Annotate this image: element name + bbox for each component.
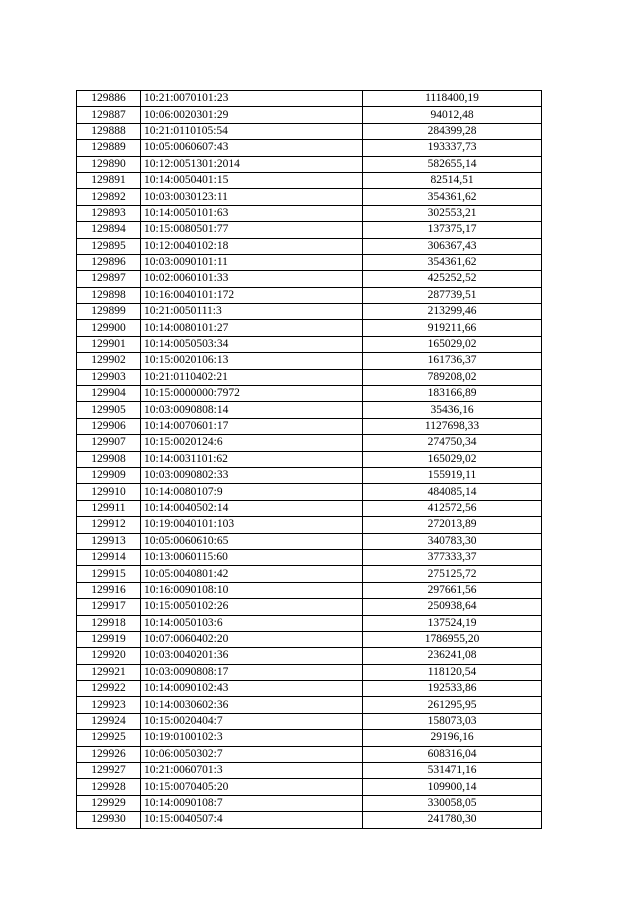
row-number-cell: 129904 — [77, 386, 141, 402]
cadastral-number-cell: 10:15:0040507:4 — [141, 812, 363, 828]
row-number-cell: 129894 — [77, 222, 141, 238]
cadastral-number-cell: 10:05:0060607:43 — [141, 140, 363, 156]
table-row — [77, 812, 542, 828]
table-row — [77, 107, 542, 123]
value-cell: 354361,62 — [363, 189, 542, 205]
cadastral-number-cell: 10:15:0020124:6 — [141, 435, 363, 451]
row-number-cell: 129888 — [77, 123, 141, 139]
table-row — [77, 336, 542, 352]
table-row — [77, 205, 542, 221]
cadastral-number-cell: 10:14:0031101:62 — [141, 451, 363, 467]
cadastral-number-cell: 10:03:0090808:17 — [141, 664, 363, 680]
row-number-cell: 129919 — [77, 631, 141, 647]
table-row — [77, 664, 542, 680]
table-row — [77, 681, 542, 697]
value-cell: 241780,30 — [363, 812, 542, 828]
table-body — [77, 91, 542, 829]
table-row — [77, 156, 542, 172]
table-row — [77, 599, 542, 615]
value-cell: 274750,34 — [363, 435, 542, 451]
value-cell: 1127698,33 — [363, 418, 542, 434]
row-number-cell: 129922 — [77, 681, 141, 697]
value-cell: 165029,02 — [363, 451, 542, 467]
row-number-cell: 129896 — [77, 254, 141, 270]
cadastral-number-cell: 10:15:0000000:7972 — [141, 386, 363, 402]
table-row — [77, 713, 542, 729]
value-cell: 192533,86 — [363, 681, 542, 697]
table-row — [77, 271, 542, 287]
table-row — [77, 238, 542, 254]
value-cell: 306367,43 — [363, 238, 542, 254]
value-cell: 193337,73 — [363, 140, 542, 156]
table-row — [77, 582, 542, 598]
row-number-cell: 129926 — [77, 746, 141, 762]
value-cell: 213299,46 — [363, 304, 542, 320]
cadastral-number-cell: 10:21:0070101:23 — [141, 91, 363, 107]
table-row — [77, 254, 542, 270]
table-row — [77, 533, 542, 549]
row-number-cell: 129890 — [77, 156, 141, 172]
table-row — [77, 795, 542, 811]
value-cell: 94012,48 — [363, 107, 542, 123]
row-number-cell: 129906 — [77, 418, 141, 434]
table-row — [77, 697, 542, 713]
row-number-cell: 129917 — [77, 599, 141, 615]
row-number-cell: 129897 — [77, 271, 141, 287]
value-cell: 1118400,19 — [363, 91, 542, 107]
table-row — [77, 517, 542, 533]
cadastral-number-cell: 10:21:0050111:3 — [141, 304, 363, 320]
table-row — [77, 566, 542, 582]
value-cell: 919211,66 — [363, 320, 542, 336]
row-number-cell: 129905 — [77, 402, 141, 418]
row-number-cell: 129901 — [77, 336, 141, 352]
table-row — [77, 418, 542, 434]
cadastral-number-cell: 10:15:0050102:26 — [141, 599, 363, 615]
row-number-cell: 129908 — [77, 451, 141, 467]
value-cell: 297661,56 — [363, 582, 542, 598]
cadastral-number-cell: 10:03:0030123:11 — [141, 189, 363, 205]
table-row — [77, 648, 542, 664]
table-row — [77, 779, 542, 795]
cadastral-number-cell: 10:21:0060701:3 — [141, 763, 363, 779]
value-cell: 261295,95 — [363, 697, 542, 713]
value-cell: 35436,16 — [363, 402, 542, 418]
value-cell: 412572,56 — [363, 500, 542, 516]
cadastral-number-cell: 10:15:0080501:77 — [141, 222, 363, 238]
row-number-cell: 129916 — [77, 582, 141, 598]
table-row — [77, 631, 542, 647]
value-cell: 425252,52 — [363, 271, 542, 287]
cadastral-number-cell: 10:21:0110105:54 — [141, 123, 363, 139]
cadastral-number-cell: 10:13:0060115:60 — [141, 549, 363, 565]
cadastral-number-cell: 10:16:0090108:10 — [141, 582, 363, 598]
row-number-cell: 129909 — [77, 467, 141, 483]
table-row — [77, 402, 542, 418]
value-cell: 137375,17 — [363, 222, 542, 238]
value-cell: 82514,51 — [363, 172, 542, 188]
value-cell: 165029,02 — [363, 336, 542, 352]
row-number-cell: 129895 — [77, 238, 141, 254]
cadastral-number-cell: 10:14:0050503:34 — [141, 336, 363, 352]
row-number-cell: 129910 — [77, 484, 141, 500]
cadastral-number-cell: 10:14:0030602:36 — [141, 697, 363, 713]
table-row — [77, 222, 542, 238]
row-number-cell: 129927 — [77, 763, 141, 779]
cadastral-number-cell: 10:14:0050401:15 — [141, 172, 363, 188]
row-number-cell: 129903 — [77, 369, 141, 385]
value-cell: 484085,14 — [363, 484, 542, 500]
value-cell: 272013,89 — [363, 517, 542, 533]
row-number-cell: 129907 — [77, 435, 141, 451]
value-cell: 137524,19 — [363, 615, 542, 631]
cadastral-number-cell: 10:03:0040201:36 — [141, 648, 363, 664]
value-cell: 354361,62 — [363, 254, 542, 270]
cadastral-number-cell: 10:06:0020301:29 — [141, 107, 363, 123]
cadastral-number-cell: 10:02:0060101:33 — [141, 271, 363, 287]
cadastral-number-cell: 10:14:0090102:43 — [141, 681, 363, 697]
table-row — [77, 451, 542, 467]
row-number-cell: 129924 — [77, 713, 141, 729]
cadastral-number-cell: 10:12:0051301:2014 — [141, 156, 363, 172]
row-number-cell: 129887 — [77, 107, 141, 123]
table-row — [77, 484, 542, 500]
row-number-cell: 129902 — [77, 353, 141, 369]
row-number-cell: 129899 — [77, 304, 141, 320]
cadastral-number-cell: 10:14:0040502:14 — [141, 500, 363, 516]
value-cell: 155919,11 — [363, 467, 542, 483]
cadastral-number-cell: 10:03:0090808:14 — [141, 402, 363, 418]
value-cell: 284399,28 — [363, 123, 542, 139]
cadastral-number-cell: 10:15:0020106:13 — [141, 353, 363, 369]
table-row — [77, 746, 542, 762]
row-number-cell: 129920 — [77, 648, 141, 664]
row-number-cell: 129891 — [77, 172, 141, 188]
value-cell: 330058,05 — [363, 795, 542, 811]
value-cell: 287739,51 — [363, 287, 542, 303]
cadastral-number-cell: 10:14:0080107:9 — [141, 484, 363, 500]
cadastral-number-cell: 10:03:0090802:33 — [141, 467, 363, 483]
row-number-cell: 129913 — [77, 533, 141, 549]
cadastral-table — [76, 90, 542, 829]
value-cell: 608316,04 — [363, 746, 542, 762]
table-row — [77, 287, 542, 303]
cadastral-number-cell: 10:07:0060402:20 — [141, 631, 363, 647]
table-row — [77, 172, 542, 188]
row-number-cell: 129930 — [77, 812, 141, 828]
value-cell: 183166,89 — [363, 386, 542, 402]
row-number-cell: 129925 — [77, 730, 141, 746]
table-row — [77, 730, 542, 746]
table-row — [77, 369, 542, 385]
row-number-cell: 129893 — [77, 205, 141, 221]
cadastral-number-cell: 10:05:0060610:65 — [141, 533, 363, 549]
cadastral-number-cell: 10:15:0020404:7 — [141, 713, 363, 729]
table-row — [77, 140, 542, 156]
row-number-cell: 129898 — [77, 287, 141, 303]
table-row — [77, 763, 542, 779]
cadastral-number-cell: 10:14:0050103:6 — [141, 615, 363, 631]
value-cell: 582655,14 — [363, 156, 542, 172]
row-number-cell: 129914 — [77, 549, 141, 565]
cadastral-number-cell: 10:03:0090101:11 — [141, 254, 363, 270]
row-number-cell: 129889 — [77, 140, 141, 156]
cadastral-number-cell: 10:14:0070601:17 — [141, 418, 363, 434]
cadastral-number-cell: 10:15:0070405:20 — [141, 779, 363, 795]
row-number-cell: 129929 — [77, 795, 141, 811]
value-cell: 158073,03 — [363, 713, 542, 729]
value-cell: 340783,30 — [363, 533, 542, 549]
row-number-cell: 129892 — [77, 189, 141, 205]
value-cell: 789208,02 — [363, 369, 542, 385]
cadastral-number-cell: 10:14:0050101:63 — [141, 205, 363, 221]
row-number-cell: 129912 — [77, 517, 141, 533]
row-number-cell: 129911 — [77, 500, 141, 516]
table-row — [77, 500, 542, 516]
cadastral-number-cell: 10:12:0040102:18 — [141, 238, 363, 254]
value-cell: 161736,37 — [363, 353, 542, 369]
value-cell: 236241,08 — [363, 648, 542, 664]
table-row — [77, 189, 542, 205]
value-cell: 275125,72 — [363, 566, 542, 582]
value-cell: 302553,21 — [363, 205, 542, 221]
value-cell: 109900,14 — [363, 779, 542, 795]
cadastral-number-cell: 10:05:0040801:42 — [141, 566, 363, 582]
value-cell: 377333,37 — [363, 549, 542, 565]
table-row — [77, 91, 542, 107]
table-row — [77, 320, 542, 336]
value-cell: 1786955,20 — [363, 631, 542, 647]
row-number-cell: 129921 — [77, 664, 141, 680]
table-row — [77, 353, 542, 369]
cadastral-number-cell: 10:06:0050302:7 — [141, 746, 363, 762]
table-row — [77, 304, 542, 320]
row-number-cell: 129900 — [77, 320, 141, 336]
row-number-cell: 129918 — [77, 615, 141, 631]
value-cell: 29196,16 — [363, 730, 542, 746]
table-row — [77, 123, 542, 139]
value-cell: 250938,64 — [363, 599, 542, 615]
value-cell: 118120,54 — [363, 664, 542, 680]
row-number-cell: 129915 — [77, 566, 141, 582]
row-number-cell: 129928 — [77, 779, 141, 795]
table-row — [77, 386, 542, 402]
cadastral-number-cell: 10:14:0090108:7 — [141, 795, 363, 811]
row-number-cell: 129923 — [77, 697, 141, 713]
row-number-cell: 129886 — [77, 91, 141, 107]
table-row — [77, 549, 542, 565]
table-row — [77, 435, 542, 451]
cadastral-number-cell: 10:19:0040101:103 — [141, 517, 363, 533]
cadastral-number-cell: 10:14:0080101:27 — [141, 320, 363, 336]
cadastral-number-cell: 10:19:0100102:3 — [141, 730, 363, 746]
value-cell: 531471,16 — [363, 763, 542, 779]
cadastral-number-cell: 10:21:0110402:21 — [141, 369, 363, 385]
table-row — [77, 467, 542, 483]
table-row — [77, 615, 542, 631]
cadastral-number-cell: 10:16:0040101:172 — [141, 287, 363, 303]
